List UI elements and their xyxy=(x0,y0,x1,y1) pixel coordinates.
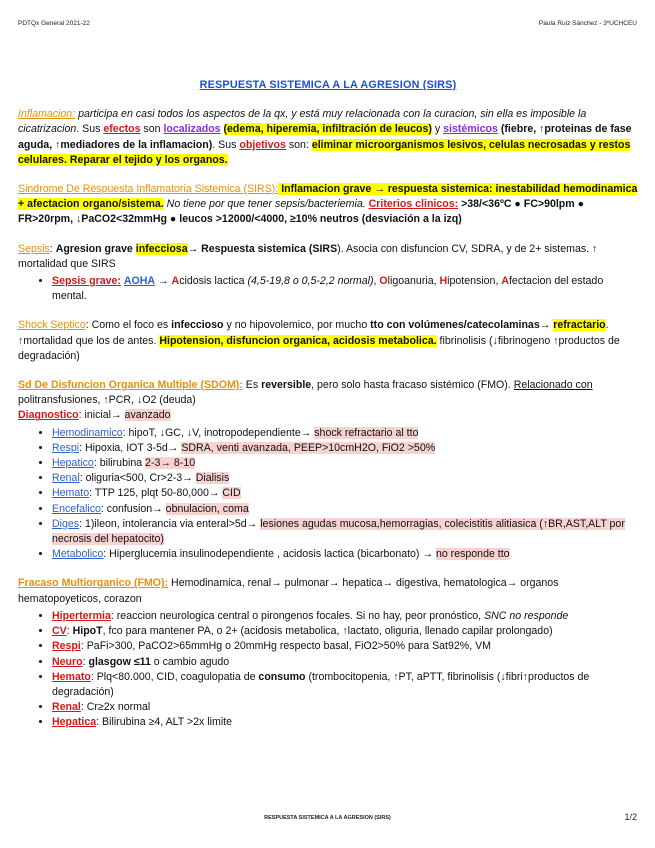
footer-title: RESPUESTA SISTEMICA A LA AGRESION (SIRS) xyxy=(264,815,391,821)
list-item: • Respi: Hipoxia, IOT 3-5d→ SDRA, venti avanzada, PEEP>10cmH2O, FiO2 >50% xyxy=(52,441,638,456)
list-item: • Metabolico: Hiperglucemia insulinodependiente , acidosis lactica (bicarbonato) → no responde tto xyxy=(52,547,638,562)
list-item: • Hepatico: bilirubina 2-3→ 8-10 xyxy=(52,456,638,471)
term-sdom: Sd De Disfuncion Organica Multiple (SDOM): xyxy=(18,379,243,392)
section-inflamacion: Inflamacion: participa en casi todos los aspectos de la qx, y está muy relacionada con la curacion, sin ella es imposible la cicatrizacion. Sus efectos son localizados (edema, hiperemia, infiltración de leucos) y sistémicos (fiebre, ↑proteinas de fase aguda, ↑mediadores de la inflamacion). Sus objetivos son: eliminar microorganismos lesivos, celulas necrosadas y restos celulares. Reparar el tejido y los organos. xyxy=(18,108,632,166)
section-sepsis: Sepsis: Agresion grave infecciosa→ Respuesta sistemica (SIRS). Asocia con disfuncion CV, SDRA, y de 2+ sistemas. ↑ mortalidad que SIRS • Sepsis grave: AOHA → Acidosis lactica (4,5-19,8 o 0,5-2,2 normal), Oligoanuria, Hipotension, Afectacion del estado mental. xyxy=(18,242,638,305)
diagnostico-label: Diagnostico xyxy=(18,409,79,422)
list-item: • Sepsis grave: AOHA → Acidosis lactica (4,5-19,8 o 0,5-2,2 normal), Oligoanuria, Hipotension, Afectacion del estado mental. xyxy=(52,274,638,304)
sdom-list xyxy=(18,426,638,563)
section-sirs: Sindrome De Respuesta Inflamatoria Sistemica (SIRS): Inflamacion grave → respuesta sistemica: inestabilidad hemodinamica + afectacion organo/sistema. No tiene por que tener sepsis/bacteriemia. Criterios clinicos: >38/<36ºC ● FC>90lpm ● FR>20rpm, ↓PaCO2<32mmHg ● leucos >12000/<4000, ≥10% neutros (desviación a la izq) xyxy=(18,183,638,226)
section-sdom: Sd De Disfuncion Organica Multiple (SDOM): Es reversible, pero solo hasta fracaso sistémico (FMO). Relacionado con politransfusiones, ↑PCR, ↓O2 (deuda) Diagnostico: inicial→ avanzado • Hemodinamico: hipoT, ↓GC, ↓V, inotropodependiente→ shock refractario al tto • Respi: Hipoxia, IOT 3-5d→ SDRA, venti avanzada, PEEP>10cmH2O, FiO2 >50% • Hepatico: bilirubina 2-3→ 8-10 • Renal: oliguria<500, Cr>2-3→ Dialisis • Hemato: TTP 125, plqt 50-80,000→ CID • Encefalico: confusion→ obnulacion, coma • Diges: 1)ileon, intolerancia via enteral>5d→ lesiones agudas mucosa,hemorragias, colecistitis alitiasica (↑BR,AST,ALT por necrosis del hepatocito) • Metabolico: Hiperglucemia insulinodependiente , acidosis lactica (bicarbonato) → no responde tto xyxy=(18,378,638,562)
list-item: • Renal: Cr≥2x normal xyxy=(52,700,638,715)
header-right: Paula Ruiz Sánchez - 3ºUCHCEU xyxy=(538,20,637,27)
list-item: • Hemato: Plq<80.000, CID, coagulopatia de consumo (trombocitopenia, ↑PT, aPTT, fibrinolisis (↓fibri↑productos de degradación) xyxy=(52,670,638,700)
list-item: • Hepatica: Bilirubina ≥4, ALT >2x limite xyxy=(52,715,638,730)
header-left: PDTQx General 2021-22 xyxy=(18,20,90,27)
list-item: • Renal: oliguria<500, Cr>2-3→ Dialisis xyxy=(52,471,638,486)
term-inflamacion: Inflamacion: xyxy=(18,108,76,121)
term-sepsis: Sepsis xyxy=(18,242,50,255)
list-item: • CV: HipoT, fco para mantener PA, o 2+ (acidosis metabolica, ↑lactato, oliguria, llenado capilar prolongado) xyxy=(52,624,638,639)
list-item: • Encefalico: confusion→ obnulacion, coma xyxy=(52,502,638,517)
page-title: RESPUESTA SISTEMICA A LA AGRESION (SIRS) xyxy=(199,79,457,91)
term-shock: Shock Septico xyxy=(18,319,86,332)
fmo-list xyxy=(18,609,638,731)
section-shock: Shock Septico: Como el foco es infeccioso y no hipovolemico, por mucho tto con volúmenes/catecolaminas→ refractario. ↑mortalidad que los de antes. Hipotension, disfuncion organica, acidosis metabolica. fibrinolisis (↓fibrinogeno ↑productos de degradación) xyxy=(18,319,620,362)
list-item: • Respi: PaFi>300, PaCO2>65mmHg o 20mmHg respecto basal, FiO2>50% para Sat92%, VM xyxy=(52,639,638,654)
list-item: • Neuro: glasgow ≤11 o cambio agudo xyxy=(52,655,638,670)
list-item: • Hemato: TTP 125, plqt 50-80,000→ CID xyxy=(52,486,638,501)
list-item: • Diges: 1)ileon, intolerancia via enteral>5d→ lesiones agudas mucosa,hemorragias, colecistitis alitiasica (↑BR,AST,ALT por necrosis del hepatocito) xyxy=(52,517,638,547)
list-item: • Hipertermia: reaccion neurologica central o pirongenos focales. Si no hay, peor pronóstico, SNC no responde xyxy=(52,609,638,624)
section-fmo: Fracaso Multiorganico (FMO): Hemodinamica, renal→ pulmonar→ hepatica→ digestiva, hematologica→ organos hematopoyeticos, corazon • Hipertermia: reaccion neurologica central o pirongenos focales. Si no hay, peor pronóstico, SNC no responde • CV: HipoT, fco para mantener PA, o 2+ (acidosis metabolica, ↑lactato, oliguria, llenado capilar prolongado) • Respi: PaFi>300, PaCO2>65mmHg o 20mmHg respecto basal, FiO2>50% para Sat92%, VM • Neuro: glasgow ≤11 o cambio agudo • Hemato: Plq<80.000, CID, coagulopatia de consumo (trombocitopenia, ↑PT, aPTT, fibrinolisis (↓fibri↑productos de degradación) • Renal: Cr≥2x normal • Hepatica: Bilirubina ≥4, ALT >2x limite xyxy=(18,576,638,730)
term-sirs: Sindrome De Respuesta Inflamatoria Sistemica (SIRS): xyxy=(18,183,279,196)
list-item: • Hemodinamico: hipoT, ↓GC, ↓V, inotropodependiente→ shock refractario al tto xyxy=(52,426,638,441)
page-number: 1/2 xyxy=(624,812,637,822)
sepsis-list xyxy=(18,274,638,304)
term-fmo: Fracaso Multiorganico (FMO): xyxy=(18,577,169,590)
document-body xyxy=(18,78,638,745)
